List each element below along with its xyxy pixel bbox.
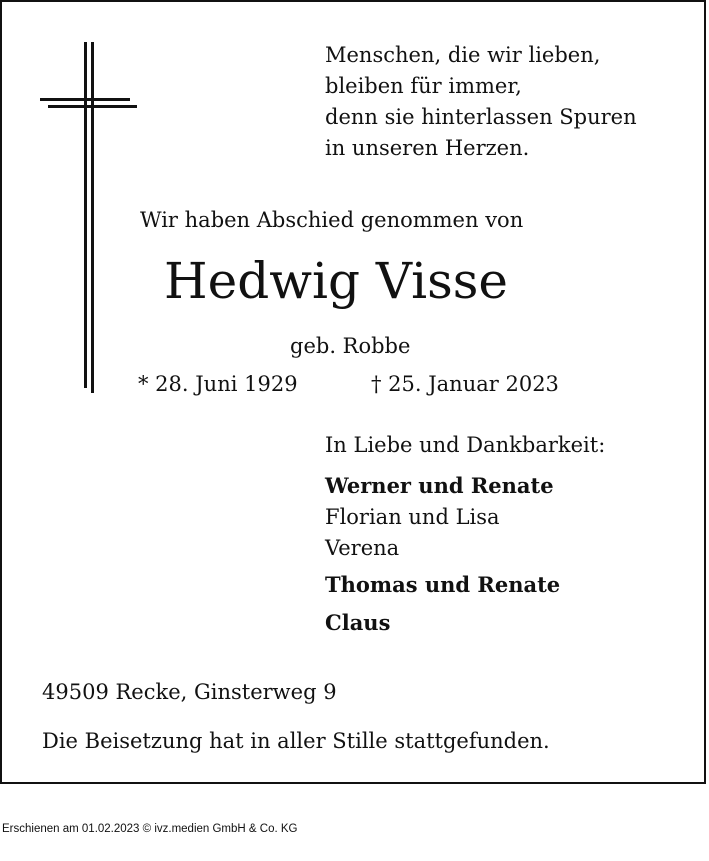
poem-line: denn sie hinterlassen Spuren bbox=[325, 105, 637, 129]
maiden-name: geb. Robbe bbox=[290, 334, 411, 358]
poem bbox=[325, 40, 637, 164]
mourner-group-head: Claus bbox=[325, 610, 391, 635]
poem-line: bleiben für immer, bbox=[325, 74, 522, 98]
publication-footer: Erschienen am 01.02.2023 © ivz.medien GmbH & Co. KG bbox=[2, 823, 298, 835]
death-date: † 25. Januar 2023 bbox=[371, 372, 559, 396]
mourners-list bbox=[325, 470, 560, 642]
address: 49509 Recke, Ginsterweg 9 bbox=[42, 680, 337, 704]
mourner-line: Verena bbox=[325, 536, 400, 560]
poem-line: Menschen, die wir lieben, bbox=[325, 43, 601, 67]
farewell-intro: Wir haben Abschied genommen von bbox=[140, 208, 524, 232]
burial-note: Die Beisetzung hat in aller Stille stattgefunden. bbox=[42, 729, 550, 753]
deceased-name: Hedwig Visse bbox=[164, 252, 509, 310]
mourner-group-head: Thomas und Renate bbox=[325, 572, 561, 597]
cross-icon bbox=[2, 2, 152, 402]
birth-date: * 28. Juni 1929 bbox=[138, 372, 298, 396]
mourner-group-head: Werner und Renate bbox=[325, 473, 554, 498]
poem-line: in unseren Herzen. bbox=[325, 136, 530, 160]
mourners-intro: In Liebe und Dankbarkeit: bbox=[325, 433, 606, 457]
mourner-line: Florian und Lisa bbox=[325, 505, 500, 529]
